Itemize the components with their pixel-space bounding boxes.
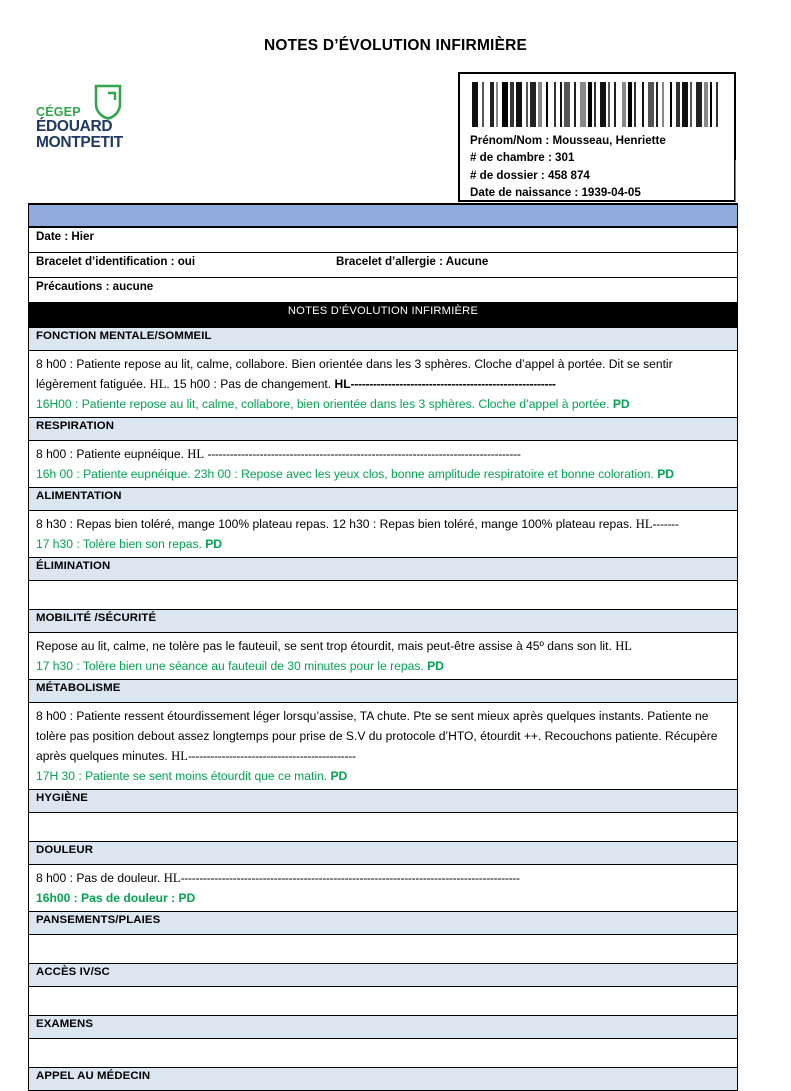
page-title: NOTES D’ÉVOLUTION INFIRMIÈRE — [263, 37, 528, 54]
cegep-logo — [36, 84, 166, 156]
note-text: 16H00 : Patiente repose au lit, calme, collabore, bien orientée dans les 3 sphères. Cloche d’appel à portée. — [36, 397, 613, 411]
barcode-icon — [472, 82, 720, 127]
note-text-continued: . 15 h00 : Pas de changement. — [166, 377, 335, 391]
section-pansements-plaies-header-row — [29, 912, 738, 935]
section-fonction-mentale-sommeil-content-row — [29, 351, 738, 418]
black-bar-title: NOTES D’ÉVOLUTION INFIRMIÈRE — [29, 303, 738, 328]
banner-cell — [29, 204, 738, 227]
section-elimination-content-row — [29, 581, 738, 610]
logo-text — [36, 106, 123, 151]
bracelet-identification: Bracelet d’identification : oui — [36, 255, 196, 268]
row-bracelets — [29, 253, 738, 278]
section-respiration-header: RESPIRATION — [29, 418, 738, 441]
note-text: Repose au lit, calme, ne tolère pas le fauteuil, se sent trop étourdit, mais peut-être assise à 45º dans son lit. — [36, 639, 616, 653]
section-fonction-mentale-sommeil-header: FONCTION MENTALE/SOMMEIL — [29, 328, 738, 351]
section-pansements-plaies-content-row — [29, 935, 738, 964]
note-line-black — [36, 444, 731, 464]
signature-initials: HL — [163, 871, 181, 885]
section-examens-header: EXAMENS — [29, 1016, 738, 1039]
note-dash-fill: --------------------------------------------- — [187, 749, 356, 763]
section-alimentation-content — [29, 511, 738, 558]
patient-file-number: # de dossier : 458 874 — [470, 168, 590, 182]
section-metabolisme-content-row — [29, 703, 738, 790]
logo-line-edouard: ÉDOUARD — [36, 118, 113, 135]
section-metabolisme-content — [29, 703, 738, 790]
signature-initials: HL — [615, 639, 632, 653]
label-side-rule — [735, 160, 736, 202]
note-line-black — [36, 868, 731, 888]
section-respiration-content — [29, 441, 738, 488]
signature-initials: HL — [187, 447, 205, 461]
note-line-green — [36, 464, 731, 484]
section-elimination-content — [29, 581, 738, 610]
signature-initials: PD — [205, 537, 223, 551]
section-examens-content-row — [29, 1039, 738, 1068]
note-text: 8 h00 : Patiente repose au lit, calme, collabore. Bien orientée dans les 3 sphères. Cloche d’appel à portée. Dit se sentir légèrement fatiguée. — [36, 357, 673, 391]
note-text: 16h 00 : Patiente eupnéique. 23h 00 : Repose avec les yeux clos, bonne amplitude respiratoire et bonne coloration. — [36, 467, 658, 481]
section-mobilite-securite-header-row — [29, 610, 738, 633]
signature-initials: PD — [427, 659, 444, 673]
section-douleur-content-row — [29, 865, 738, 912]
note-text: 17 h30 : Tolère bien son repas. — [36, 537, 206, 551]
note-line-green — [36, 766, 731, 786]
section-acces-iv-sc-content-row — [29, 987, 738, 1016]
note-dash-fill: ------------------------------------------------------------------------------------ — [207, 447, 521, 461]
note-line-green — [36, 888, 731, 908]
section-acces-iv-sc-content — [29, 987, 738, 1016]
signature-initials: HL — [149, 377, 167, 391]
note-text: 8 h00 : Pas de douleur. — [36, 871, 164, 885]
note-text: 17 h30 : Tolère bien une séance au fauteuil de 30 minutes pour le repas. — [36, 659, 428, 673]
section-pansements-plaies-header: PANSEMENTS/PLAIES — [29, 912, 738, 935]
section-respiration-header-row — [29, 418, 738, 441]
logo-line-cegep: CÉGEP — [36, 105, 81, 119]
section-alimentation-header-row — [29, 488, 738, 511]
note-line-black — [36, 636, 731, 656]
note-dash-fill: ------- — [652, 517, 679, 531]
section-elimination-header: ÉLIMINATION — [29, 558, 738, 581]
patient-birth-date: Date de naissance : 1939-04-05 — [470, 186, 641, 200]
table-banner-row — [29, 204, 738, 227]
section-douleur-header: DOULEUR — [29, 842, 738, 865]
section-examens-content — [29, 1039, 738, 1068]
section-fonction-mentale-sommeil-header-row — [29, 328, 738, 351]
section-acces-iv-sc-header: ACCÈS IV/SC — [29, 964, 738, 987]
note-line-black — [36, 354, 731, 394]
section-mobilite-securite-content — [29, 633, 738, 680]
note-text: 8 h00 : Patiente eupnéique. — [36, 447, 188, 461]
patient-name: Prénom/Nom : Mousseau, Henriette — [470, 134, 666, 147]
row-precautions — [29, 278, 738, 303]
section-hygiene-header-row — [29, 790, 738, 813]
nursing-notes-table — [28, 203, 738, 1091]
signature-initials: HL — [171, 749, 188, 763]
section-mobilite-securite-header: MOBILITÉ /SÉCURITÉ — [29, 610, 738, 633]
section-pansements-plaies-content — [29, 935, 738, 964]
note-line-green — [36, 656, 731, 676]
note-text: 16h00 : Pas de douleur : PD — [36, 891, 196, 905]
note-dash-fill: ------------------------------------------------------- — [350, 377, 556, 391]
note-text: 8 h00 : Patiente ressent étourdissement léger lorsqu’assise, TA chute. Pte se sent mieux après quelques instants. Patiente ne tolère pas position debout assez longtemps pour prise de S.V du protocole d’HTO, étourdit ++. Recouchons patiente. Récupère après quelques minutes. — [36, 709, 718, 763]
section-examens-header-row — [29, 1016, 738, 1039]
bracelet-allergie: Bracelet d’allergie : Aucune — [336, 255, 489, 268]
note-line-green — [36, 394, 731, 414]
date-cell: Date : Hier — [29, 227, 738, 253]
section-hygiene-content — [29, 813, 738, 842]
note-text: 8 h30 : Repas bien toléré, mange 100% plateau repas. 12 h30 : Repas bien toléré, mange 100% plateau repas. — [36, 517, 636, 531]
section-mobilite-securite-content-row — [29, 633, 738, 680]
section-respiration-content-row — [29, 441, 738, 488]
row-date — [29, 227, 738, 253]
note-line-green — [36, 534, 731, 554]
row-black-bar — [29, 303, 738, 328]
note-dash-fill: ------------------------------------------------------------------------------------------- — [180, 871, 520, 885]
note-line-black — [36, 514, 731, 534]
signature-initials: PD — [657, 467, 675, 481]
note-line-black — [36, 706, 731, 766]
section-appel-au-medecin-header: APPEL AU MÉDECIN — [29, 1068, 738, 1091]
section-hygiene-content-row — [29, 813, 738, 842]
patient-label-box — [458, 72, 736, 202]
section-metabolisme-header: MÉTABOLISME — [29, 680, 738, 703]
section-alimentation-header: ALIMENTATION — [29, 488, 738, 511]
section-elimination-header-row — [29, 558, 738, 581]
patient-label-text — [470, 132, 728, 202]
section-metabolisme-header-row — [29, 680, 738, 703]
section-hygiene-header: HYGIÈNE — [29, 790, 738, 813]
precautions-cell: Précautions : aucune — [29, 278, 738, 303]
signature-initials: HL — [635, 517, 653, 531]
logo-line-montpetit: MONTPETIT — [36, 134, 123, 152]
signature-initials: PD — [612, 397, 630, 411]
section-douleur-content — [29, 865, 738, 912]
section-fonction-mentale-sommeil-content — [29, 351, 738, 418]
section-douleur-header-row — [29, 842, 738, 865]
section-appel-au-medecin-header-row — [29, 1068, 738, 1091]
note-text: 17H 30 : Patiente se sent moins étourdit que ce matin. — [36, 769, 331, 783]
patient-room: # de chambre : 301 — [470, 151, 575, 165]
signature-initials: PD — [330, 769, 348, 783]
signature-initials: HL — [334, 377, 351, 391]
section-acces-iv-sc-header-row — [29, 964, 738, 987]
section-alimentation-content-row — [29, 511, 738, 558]
